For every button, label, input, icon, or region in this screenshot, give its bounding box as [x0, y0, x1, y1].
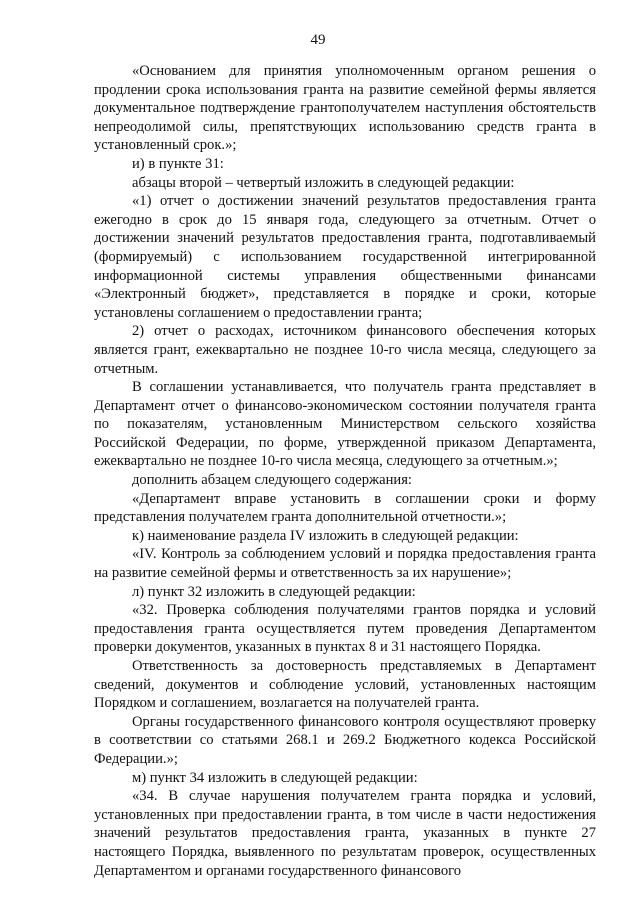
paragraph: «IV. Контроль за соблюдением условий и порядка предоставления гранта на развитие семейной фермы и ответственность за их нарушение»;	[94, 546, 596, 582]
paragraph: В соглашении устанавливается, что получатель гранта представляет в Департамент отчет о финансово-экономическом состоянии получателя гранта по показателям, установленным Министерством сельского хозяйства Российской Федерации, по форме, утвержденной приказом Департамента, ежеквартально не позднее 10-го числа месяца, следующего за отчетным.»;	[94, 379, 596, 470]
paragraph: «1) отчет о достижении значений результатов предоставления гранта ежегодно в срок до 15 января года, следующего за отчетным. Отчет о достижении значений результатов предоставления гранта, подготавливаемый (формируемый) с использованием государственной интегрированной информационной системы управления общественными финансами «Электронный бюджет», представляется в порядке и сроки, которые установлены соглашением о предоставлении гранта;	[94, 193, 596, 321]
paragraph: Ответственность за достоверность представляемых в Департамент сведений, документов и соблюдение условий, установленных настоящим Порядком и соглашением, возлагается на получателей гранта.	[94, 658, 596, 712]
document-body	[94, 62, 596, 880]
paragraph: 2) отчет о расходах, источником финансового обеспечения которых является грант, ежеквартально не позднее 10-го числа месяца, следующего за отчетным.	[94, 323, 596, 377]
paragraph: «34. В случае нарушения получателем гранта порядка и условий, установленных при предоставлении гранта, в том числе в части недостижения значений результатов предоставления гранта, указанных в пункте 27 настоящего Порядка, выявленного по результатам проверок, осуществленных Департаментом и органами государственного финансового	[94, 788, 596, 879]
paragraph: «Основанием для принятия уполномоченным органом решения о продлении срока использования гранта на развитие семейной фермы является документальное подтверждение грантополучателем наступления обстоятельств непреодолимой силы, препятствующих использованию средств гранта в установленный срок.»;	[94, 63, 596, 154]
paragraph: абзацы второй – четвертый изложить в следующей редакции:	[132, 174, 515, 191]
page-number: 49	[310, 32, 326, 48]
paragraph: дополнить абзацем следующего содержания:	[132, 472, 412, 489]
paragraph: «Департамент вправе установить в соглашении сроки и форму представления получателем гранта дополнительной отчетности.»;	[94, 490, 596, 526]
paragraph: Органы государственного финансового контроля осуществляют проверку в соответствии со статьями 268.1 и 269.2 Бюджетного кодекса Российской Федерации.»;	[94, 713, 596, 767]
paragraph: и) в пункте 31:	[132, 155, 224, 172]
paragraph: «32. Проверка соблюдения получателями грантов порядка и условий предоставления гранта осуществляется путем проведения Департаментом проверки документов, указанных в пунктах 8 и 31 настоящего Порядка.	[94, 602, 596, 656]
paragraph: л) пункт 32 изложить в следующей редакции:	[132, 583, 416, 600]
paragraph: к) наименование раздела IV изложить в следующей редакции:	[132, 527, 519, 544]
paragraph: м) пункт 34 изложить в следующей редакции:	[132, 769, 418, 786]
